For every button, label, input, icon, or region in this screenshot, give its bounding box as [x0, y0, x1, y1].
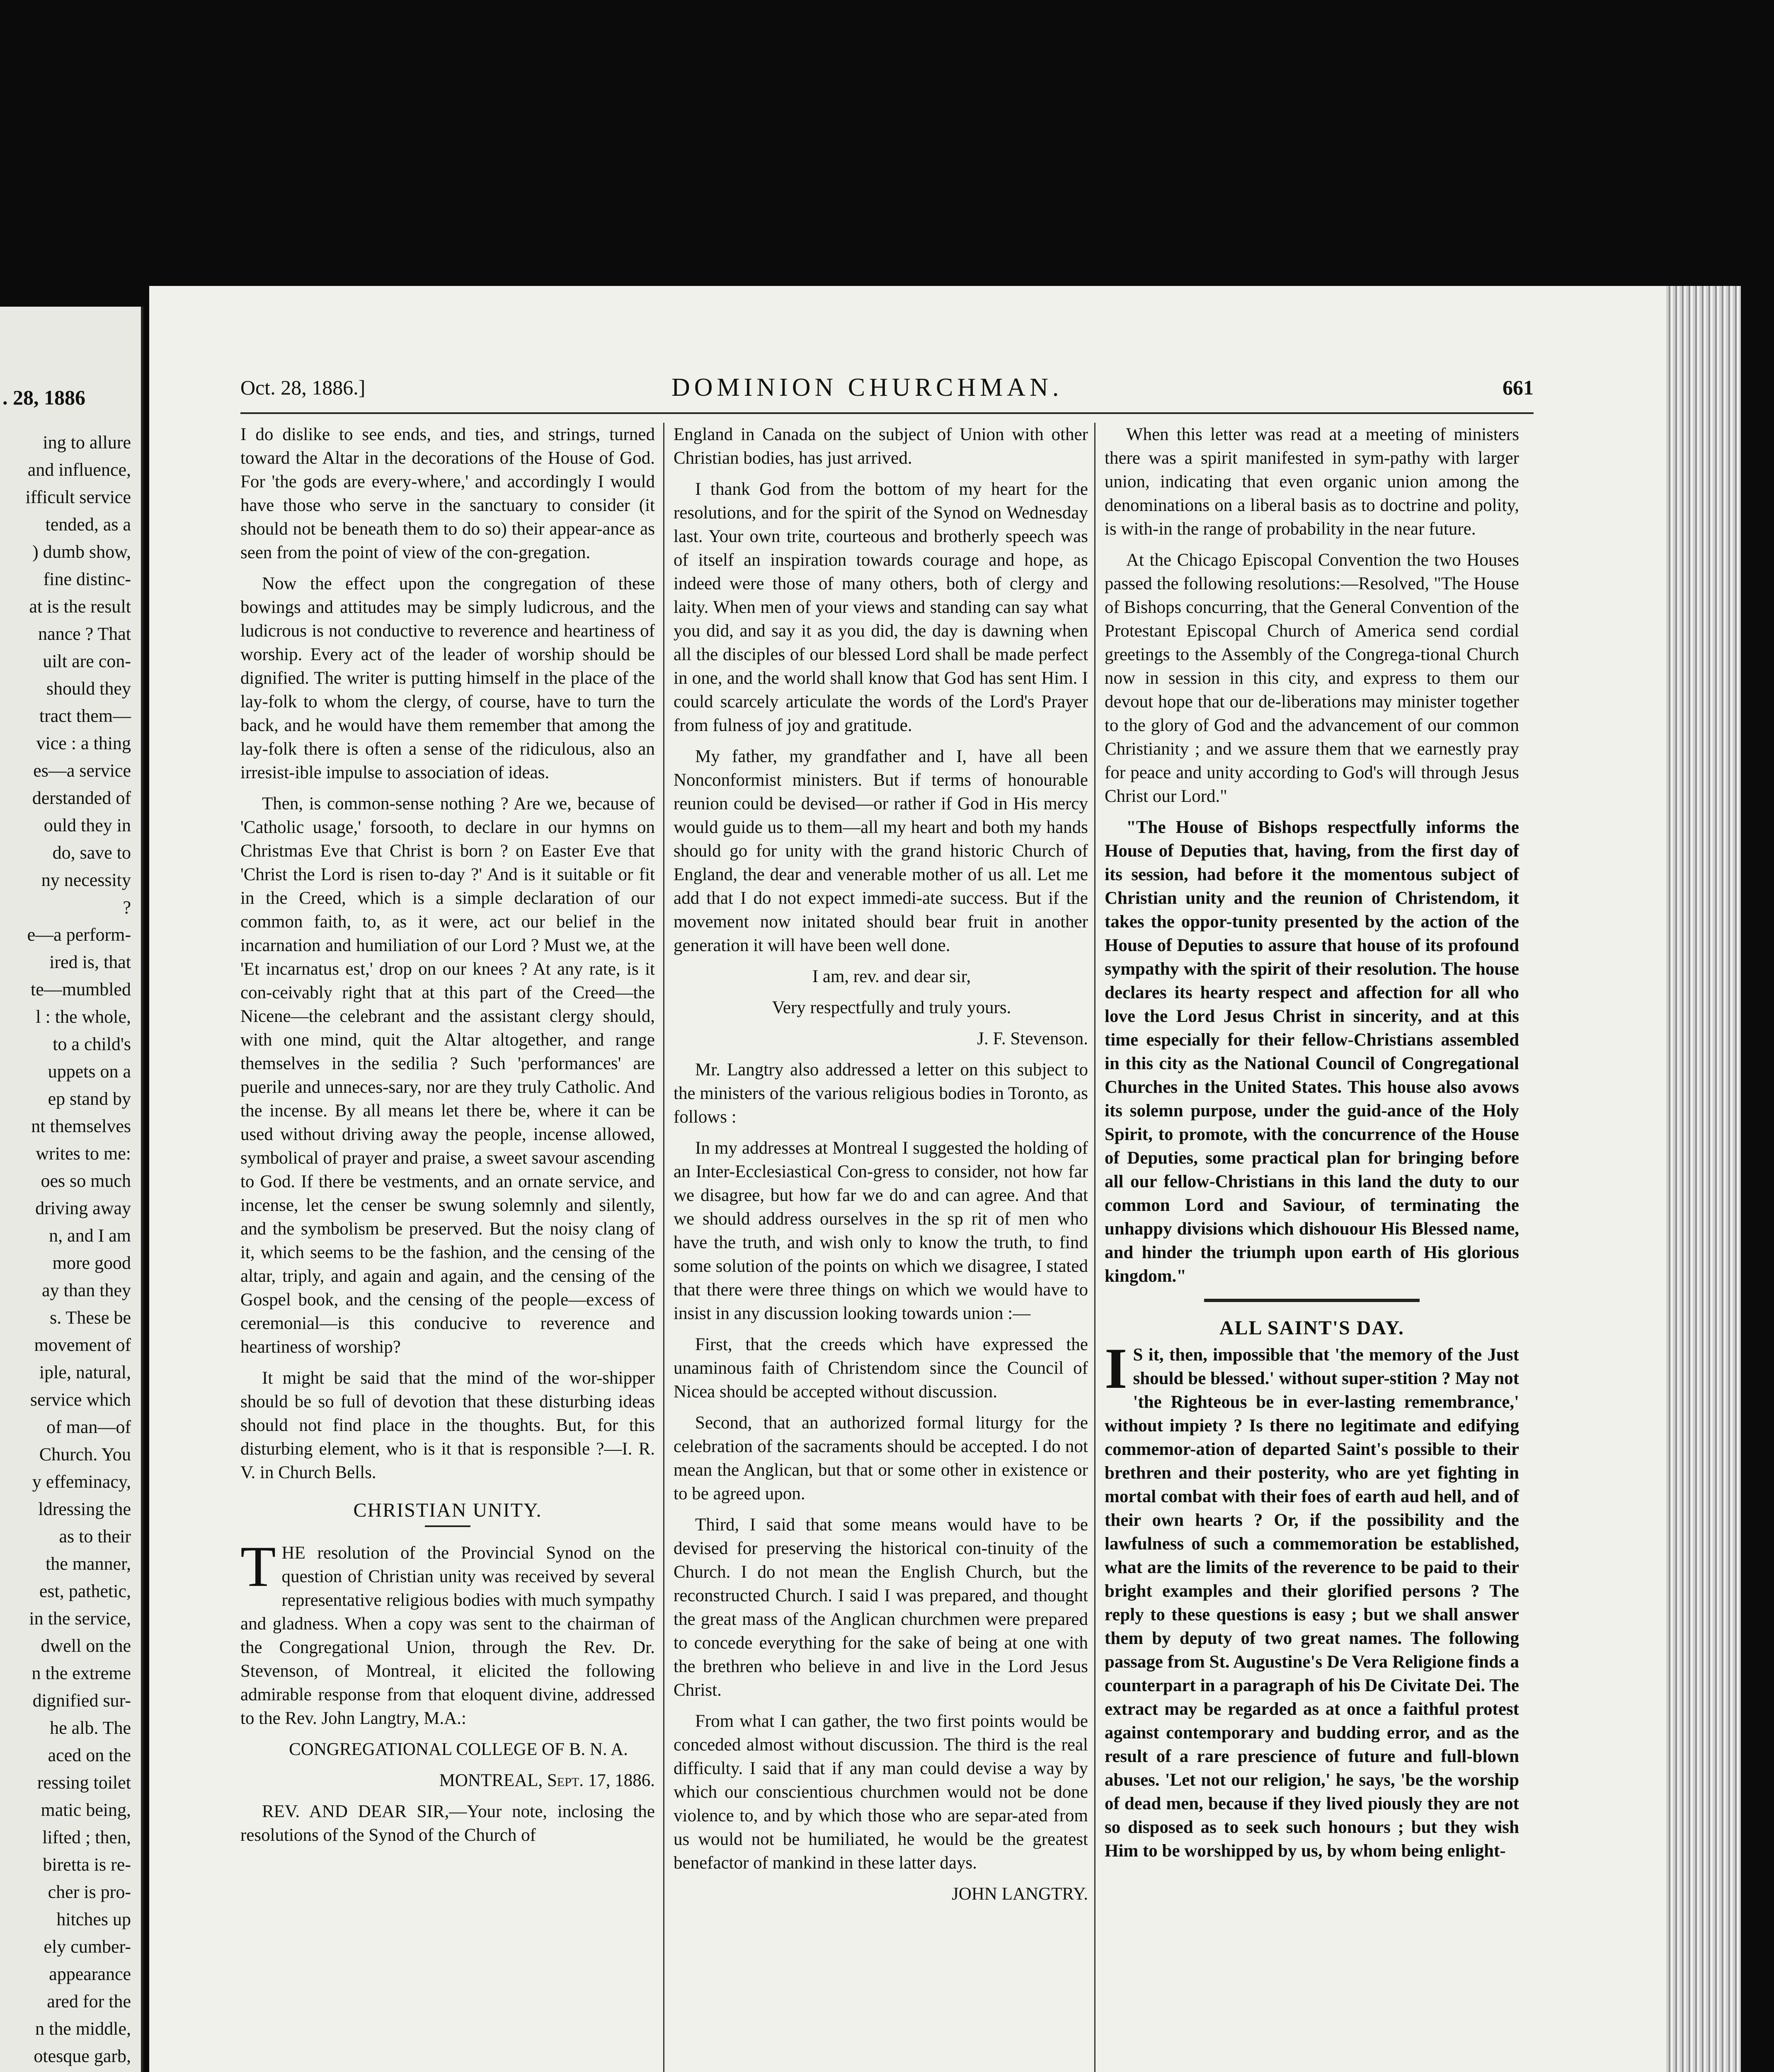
letter-signature: JOHN LANGTRY. — [952, 1884, 1088, 1904]
previous-page-line: more good — [52, 1253, 131, 1273]
previous-page-line: ep stand by — [48, 1089, 131, 1109]
previous-page-line: e—a perform- — [27, 925, 131, 945]
previous-page-line: ing to allure — [43, 432, 131, 453]
previous-page-line: as to their — [59, 1526, 131, 1547]
previous-page-line: te—mumbled — [31, 979, 131, 1000]
section-title-christian-unity: CHRISTIAN UNITY. — [353, 1499, 542, 1521]
masthead-title: DOMINION CHURCHMAN. — [671, 373, 1063, 402]
section-title-all-saints-day: ALL SAINT'S DAY. — [1219, 1317, 1404, 1339]
previous-page-line: otesque garb, — [34, 2046, 131, 2066]
column-2 — [674, 423, 1088, 1913]
article-paragraph: I thank God from the bottom of my heart for the resolutions, and for the spirit of the Synod on Wednesday last. Your own trite, courteous and brotherly speech was of itself an inspiration towards courage and hope, as indeed were those of many others, both of clergy and laity. When men of your views and standing can say what you did, and say it as you did, the day is dawning when all the disciples of our blessed Lord shall be made perfect in one, and the world shall know that God has sent Him. I could scarcely articulate the words of the Lord's Prayer from fulness of joy and gratitude. — [674, 479, 1088, 735]
previous-page-line: n, and I am — [49, 1225, 131, 1246]
previous-page-line: ely cumber- — [44, 1936, 131, 1957]
previous-page-line: aced on the — [48, 1745, 131, 1765]
previous-page-line: ldressing the — [38, 1499, 131, 1519]
previous-page-line: driving away — [35, 1198, 131, 1218]
article-paragraph: It might be said that the mind of the wor-shipper should be so full of devotion that these disturbing ideas should not find place in the thoughts. But, for this disturbing element, who is it that is responsible ?—I. R. V. in Church Bells. — [240, 1368, 655, 1482]
previous-page-line: matic being, — [41, 1800, 131, 1820]
previous-page-line: appearance — [49, 1964, 131, 1984]
article-paragraph: Third, I said that some means would have to be devised for preserving the historical con-tinuity of the Church. I do not mean the English Church, but the reconstructed Church. I said I was prepared, and thought the great mass of the Anglican churchmen were prepared to concede everything for the sake of being at one with the brethren who believe in and live in the Lord Jesus Christ. — [674, 1515, 1088, 1700]
issue-date: Oct. 28, 1886.] — [240, 376, 366, 399]
article-paragraph: First, that the creeds which have expressed the unaminous faith of Christendom since the Council of Nicea should be accepted without discussion. — [674, 1335, 1088, 1402]
section-rule — [1204, 1299, 1420, 1302]
column-3 — [1105, 423, 1519, 1870]
column-divider-2 — [1094, 423, 1095, 2072]
previous-page-line: service which — [30, 1389, 131, 1410]
page-header — [240, 373, 1534, 406]
previous-page-line: tended, as a — [45, 514, 131, 535]
drop-cap: I — [1105, 1336, 1127, 1401]
previous-page-line: uilt are con- — [43, 651, 131, 671]
column-divider-1 — [663, 423, 664, 2072]
previous-page-line: biretta is re- — [43, 1854, 131, 1875]
page-number: 661 — [1503, 376, 1534, 399]
previous-page-edge — [0, 307, 143, 2072]
previous-page-line: dignified sur- — [32, 1690, 131, 1711]
article-paragraph: REV. AND DEAR SIR,—Your note, inclosing the resolutions of the Synod of the Church of — [240, 1802, 655, 1845]
article-paragraph: When this letter was read at a meeting of ministers there was a spirit manifested in sym-pathy with larger union, indicating that even organic union among the denominations on a liberal basis as to doctrine and polity, is with-in the range of probability in the near future. — [1105, 425, 1519, 539]
previous-page-line: n the middle, — [35, 2019, 131, 2039]
previous-page-line: the manner, — [46, 1554, 131, 1574]
previous-page-line: derstanded of — [32, 788, 131, 808]
article-paragraph: In my addresses at Montreal I suggested the holding of an Inter-Ecclesiastical Con-gress to consider, not how far we disagree, but how far we do and can agree. And that we should address ourselves in the sp rit of men who have the truth, and wish only to know the truth, to find some solution of the points on which we disagree, I stated that there were three things on which we would have to insist in any discussion looking towards union :— — [674, 1138, 1088, 1323]
previous-page-line: uppets on a — [48, 1061, 131, 1082]
article-paragraph: England in Canada on the subject of Union with other Christian bodies, has just arrived. — [674, 425, 1088, 468]
letterhead: CONGREGATIONAL COLLEGE OF B. N. A. — [289, 1740, 628, 1759]
page-stack-edge — [1666, 286, 1741, 2072]
article-paragraph: Now the effect upon the congregation of these bowings and attitudes may be simply ludicrous, and the ludicrous is not conductive to reverence and heartiness of worship. Every act of the leader of worship should be dignified. The writer is putting himself in the place of the lay-folk to whom the clergy, of course, have to turn the back, and he would have them remember that among the lay-folk there is often a sense of the ridiculous, also an irresist-ible impulse to association of ideas. — [240, 574, 655, 782]
previous-page-line: hitches up — [56, 1909, 131, 1929]
previous-page-line: l : the whole, — [36, 1007, 131, 1027]
article-paragraph: Then, is common-sense nothing ? Are we, because of 'Catholic usage,' forsooth, to declare in our hymns on Christmas Eve that Christ is born ? on Easter Eve that 'Christ the Lord is risen to-day ?' And is it suitable or fit in the Creed, which is a simple declaration of our common faith, to, as it were, act our belief in the incarnation and humiliation of our Lord ? Must we, at the 'Et incarnatus est,' drop on our knees ? At any rate, is it con-ceivably right that at this part of the Creed—the Nicene—the celebrant and the assistant clergy should, with one mind, quit the Altar altogether, and range themselves in the sedilia ? Such 'performances' are puerile and unneces-sary, nor are they truly Catholic. And the incense. By all means let there be, where it can be used without driving away the people, incense allowed, symbolical of prayer and praise, a sweet savour ascending to God. If there be vestments, and an ornate service, and incense, let the censer be swung solemnly and silently, and the symbolism be preserved. But the noisy clang of it, which seems to be the fashion, and the censing of the altar, triply, and again and again, and the censing of the Gospel book, and the censing of the people—excess of ceremonial—is this conducive to reverence and heartiness of worship? — [240, 794, 655, 1357]
previous-page-line: ould they in — [44, 815, 131, 835]
previous-page-line: ay than they — [41, 1280, 131, 1300]
letter-closing: I am, rev. and dear sir, — [812, 967, 971, 986]
previous-page-line: nance ? That — [38, 624, 131, 644]
previous-page-line: n the extreme — [32, 1663, 131, 1683]
previous-page-line: ared for the — [47, 1991, 131, 2011]
letter-closing: Very respectfully and truly yours. — [772, 998, 1011, 1017]
previous-page-line: ny necessity — [41, 870, 131, 890]
previous-page-line: to a child's — [53, 1034, 131, 1054]
previous-page-line: he alb. The — [50, 1718, 131, 1738]
previous-page-line: vice : a thing — [36, 733, 131, 753]
previous-page-line: ifficult service — [25, 487, 131, 507]
previous-page-line: tract them— — [39, 706, 131, 726]
previous-page-line: es—a service — [33, 760, 131, 781]
previous-page-line: in the service, — [29, 1608, 131, 1629]
article-paragraph: Mr. Langtry also addressed a letter on this subject to the ministers of the various religious bodies in Toronto, as follows : — [674, 1060, 1088, 1127]
place-date: MONTREAL, Sept. 17, 1886. — [439, 1771, 655, 1790]
previous-page-line: y effeminacy, — [32, 1472, 131, 1492]
previous-page-line: oes so much — [41, 1171, 131, 1191]
article-paragraph: I do dislike to see ends, and ties, and strings, turned toward the Altar in the decorations of the House of God. For 'the gods are every-where,' and accordingly I would have those who serve in the sanctuary to consider (it should not be beneath them to do so) their appear-ance as seen from the point of view of the con-gregation. — [240, 425, 655, 562]
previous-page-line: ired is, that — [49, 952, 131, 972]
previous-page-line: and influence, — [27, 460, 131, 480]
previous-page-line: iple, natural, — [39, 1362, 131, 1382]
previous-page-line: should they — [46, 678, 131, 699]
previous-page-line: lifted ; then, — [42, 1827, 131, 1847]
article-paragraph: At the Chicago Episcopal Convention the two Houses passed the following resolutions:—Resolved, "The House of Bishops concurring, that the General Convention of the Protestant Episcopal Church of America send cordial greetings to the Assembly of the Congrega-tional Church now in session in this city, and express to them our devout hope that our de-liberations may minister together to the glory of God and the advancement of our common Christianity ; and we assure them that we earnestly pray for peace and unity according to God's will through Jesus Christ our Lord." — [1105, 550, 1519, 806]
header-rule — [240, 412, 1534, 414]
article-paragraph — [240, 1535, 655, 1730]
previous-page-line: movement of — [34, 1335, 131, 1355]
previous-page-line: Church. You — [39, 1444, 131, 1464]
paragraph-text: S it, then, impossible that 'the memory of the Just should be blessed.' without super-stition ? May not 'the Righteous be in ever-lasting remembrance,' without impiety ? Is there no legitimate and edifying commemor-ation of departed Saint's possible to their brethren and their posterity, who are yet fighting in mortal combat with their foes of earth aud hell, and of their own hearts ? Or, if the possibility and the lawfulness of such a commemoration be established, what are the limits of the reverence to be paid to their bright examples and their glorified persons ? The reply to these questions is easy ; but we shall answer them by deputy of two great names. The following passage from St. Augustine's De Vera Religione finds a counterpart in a paragraph of his De Civitate Dei. The extract may be regarded as at once a faithful protest against contemporary and budding error, and as the result of a rare prescience of future and full-blown abuses. 'Let not our religion,' he says, 'be the worship of dead men, because if they lived piously they are not so disposed as to seek such honours ; but they wish Him to be worshipped by us, by whom being enlight- — [1105, 1345, 1519, 1861]
previous-page-header: . 28, 1886 — [2, 386, 85, 409]
previous-page-line: nt themselves — [31, 1116, 131, 1136]
article-paragraph: My father, my grandfather and I, have all been Nonconformist ministers. But if terms of honourable reunion could be devised—or rather if God in His mercy would guide us to them—all my heart and both my hands should go for unity with the grand historic Church of England, the dear and venerable mother of us all. Let me add that I do not expect immedi-ate success. But if the movement now initated should bear fruit in another generation it will have been well done. — [674, 747, 1088, 955]
article-paragraph: From what I can gather, the two first points would be conceded almost without discussion. The third is the real difficulty. I said that if any man could devise a way by which our conscientious churchmen would not be done violence to, and by which those who are separ-ated from us would not be humiliated, he would be the greatest benefactor of mankind in these latter days. — [674, 1711, 1088, 1873]
previous-page-line: cher is pro- — [48, 1882, 131, 1902]
previous-page-line: est, pathetic, — [39, 1581, 131, 1601]
previous-page-line: fine distinc- — [43, 569, 131, 589]
column-1 — [240, 423, 655, 1854]
article-paragraph: "The House of Bishops respectfully informs the House of Deputies that, having, from the first day of its session, had before it the momentous subject of Christian unity and the reunion of Christendom, it takes the oppor-tunity presented by the action of the House of Deputies to assure that house of its profound sympathy with the spirit of their resolution. The house declares its hearty respect and affection for all who love the Lord Jesus Christ in sincerity, and at this time especially for their fellow-Christians assembled in this city as the National Council of Congregational Churches in the United States. This house also avows its solemn purpose, under the guid-ance of the Holy Spirit, to promote, with the concurrence of the House of Deputies, some practical plan for bringing before all our fellow-Christians in this land the duty to our common Lord and Saviour, of terminating the unhappy divisions which dishouour His Blessed name, and hinder the triumph upon earth of His glorious kingdom." — [1105, 818, 1519, 1286]
previous-page-line: ? — [123, 897, 131, 917]
previous-page-line: ) dumb show, — [32, 542, 131, 562]
paragraph-text: HE resolution of the Provincial Synod on the question of Christian unity was received by several representative religious bodies with much sympathy and gladness. When a copy was sent to the chairman of the Congregational Union, through the Rev. Dr. Stevenson, of Montreal, it elicited the following admirable response from that eloquent divine, addressed to the Rev. John Langtry, M.A.: — [240, 1543, 655, 1728]
previous-page-line: of man—of — [46, 1417, 131, 1437]
previous-page-line: dwell on the — [41, 1636, 131, 1656]
letter-signature: J. F. Stevenson. — [977, 1029, 1088, 1048]
previous-page-line: writes to me: — [36, 1143, 131, 1164]
section-rule — [425, 1525, 470, 1527]
previous-page-line: at is the result — [29, 596, 131, 617]
previous-page-line: s. These be — [50, 1307, 131, 1328]
previous-page-line: ressing toilet — [37, 1772, 131, 1793]
article-paragraph: Second, that an authorized formal liturgy for the celebration of the sacraments should be accepted. I do not mean the Anglican, but that or some other in existence or to be agreed upon. — [674, 1413, 1088, 1503]
drop-cap: T — [240, 1535, 276, 1599]
article-paragraph — [1105, 1336, 1519, 1863]
previous-page-line: do, save to — [52, 842, 131, 863]
